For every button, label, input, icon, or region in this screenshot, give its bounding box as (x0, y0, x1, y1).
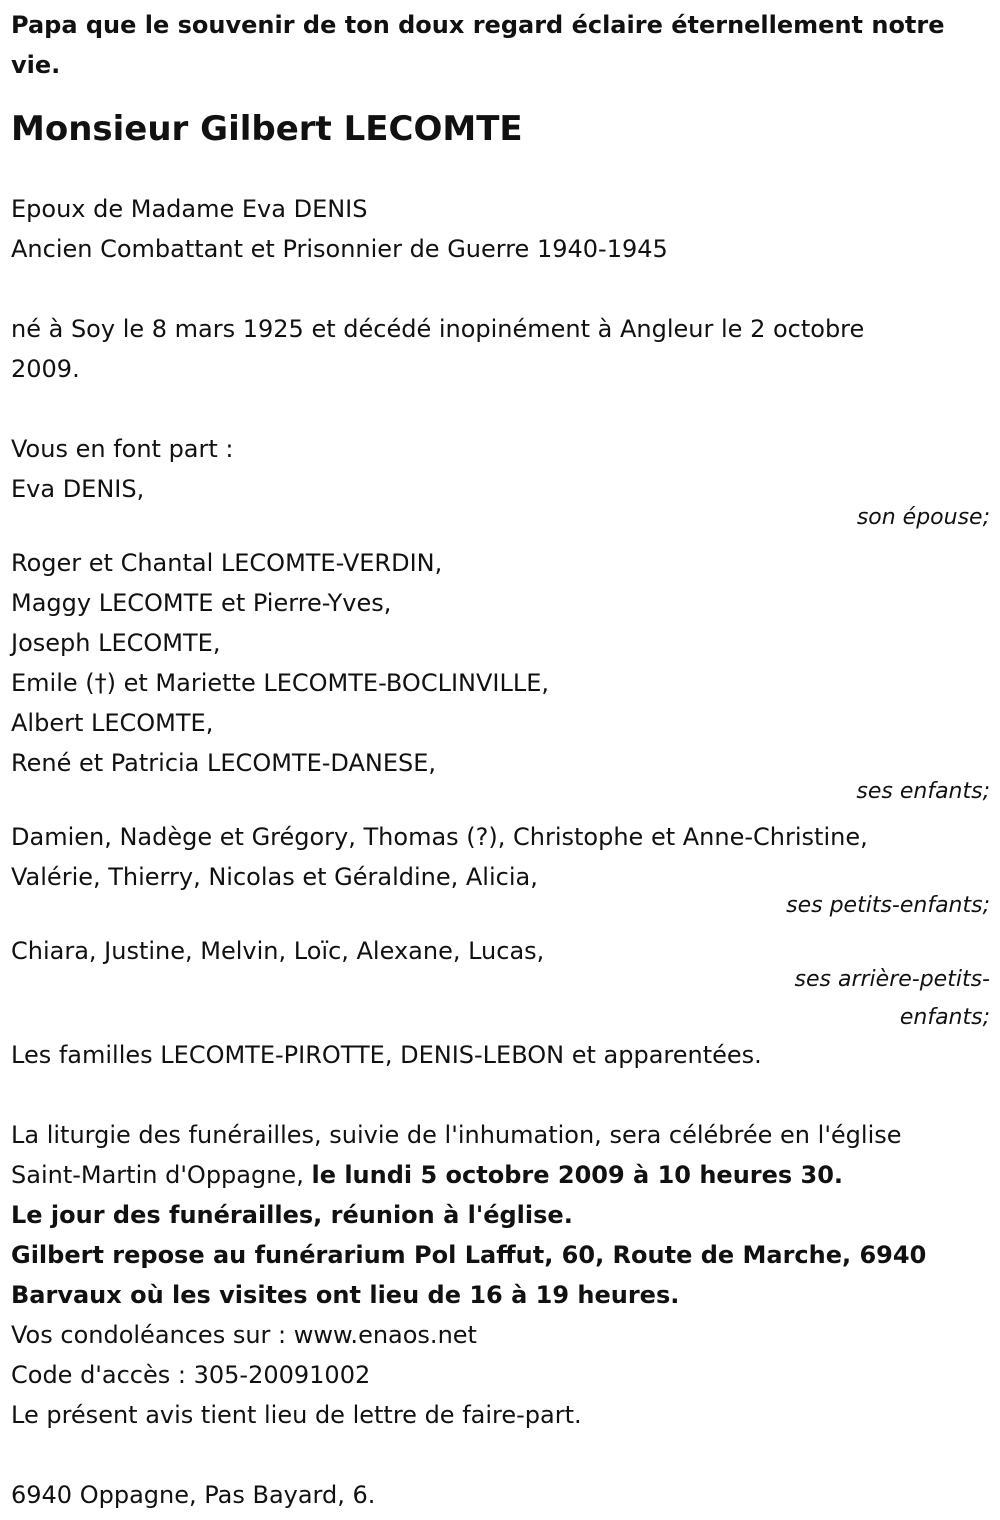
liturgy-line-1: La liturgie des funérailles, suivie de l'inhumation, sera célébrée en l'église (11, 1121, 902, 1149)
child-line: Joseph LECOMTE, (11, 629, 221, 657)
address-line: 6940 Oppagne, Pas Bayard, 6. (11, 1481, 376, 1509)
child-line: Roger et Chantal LECOMTE-VERDIN, (11, 549, 443, 577)
liturgy-line-2 (11, 1155, 990, 1195)
child-line: Maggy LECOMTE et Pierre-Yves, (11, 589, 392, 617)
meeting-line: Le jour des funérailles, réunion à l'église. (11, 1201, 573, 1229)
funerarium-line-1: Gilbert repose au funérarium Pol Laffut, 60, Route de Marche, 6940 (11, 1241, 927, 1269)
great-grandchildren-relation (11, 961, 990, 1037)
child-line: René et Patricia LECOMTE-DANESE, (11, 749, 437, 777)
child-line: Emile (†) et Mariette LECOMTE-BOCLINVILLE, (11, 669, 550, 697)
birth-death-line-1: né à Soy le 8 mars 1925 et décédé inopinément à Angleur le 2 octobre (11, 315, 865, 343)
birth-death-line-2: 2009. (11, 355, 80, 383)
funerarium-line-2: Barvaux où les visites ont lieu de 16 à 19 heures. (11, 1281, 680, 1309)
condolences-line: Vos condoléances sur : www.enaos.net (11, 1321, 477, 1349)
grandchildren-line: Damien, Nadège et Grégory, Thomas (?), Christophe et Anne-Christine, (11, 823, 868, 851)
deceased-name: Monsieur Gilbert LECOMTE (11, 109, 523, 149)
families-line: Les familles LECOMTE-PIROTTE, DENIS-LEBON et apparentées. (11, 1041, 762, 1069)
notice-line: Le présent avis tient lieu de lettre de faire-part. (11, 1401, 582, 1429)
access-code-line: Code d'accès : 305-20091002 (11, 1361, 371, 1389)
grandchildren-line: Valérie, Thierry, Nicolas et Géraldine, Alicia, (11, 863, 538, 891)
grandchildren-relation: ses petits-enfants; (786, 893, 990, 918)
title-line: Ancien Combattant et Prisonnier de Guerre 1940-1945 (11, 235, 668, 263)
child-line: Albert LECOMTE, (11, 709, 214, 737)
liturgy-date: le lundi 5 octobre 2009 à 10 heures 30. (311, 1161, 844, 1189)
liturgy-place: Saint-Martin d'Oppagne, (11, 1161, 312, 1189)
spouse-line: Epoux de Madame Eva DENIS (11, 195, 368, 223)
spouse-relation: son épouse; (856, 505, 990, 530)
header-quote: Papa que le souvenir de ton doux regard éclaire éternellement notre vie. (11, 11, 945, 79)
announce-intro: Vous en font part : (11, 435, 234, 463)
great-grandchildren-relation-line-2: enfants; (899, 1005, 990, 1030)
children-relation: ses enfants; (856, 779, 990, 804)
great-grandchildren-relation-line-1: ses arrière-petits- (794, 967, 990, 992)
great-grandchildren-line: Chiara, Justine, Melvin, Loïc, Alexane, Lucas, (11, 937, 545, 965)
spouse-name: Eva DENIS, (11, 475, 145, 503)
